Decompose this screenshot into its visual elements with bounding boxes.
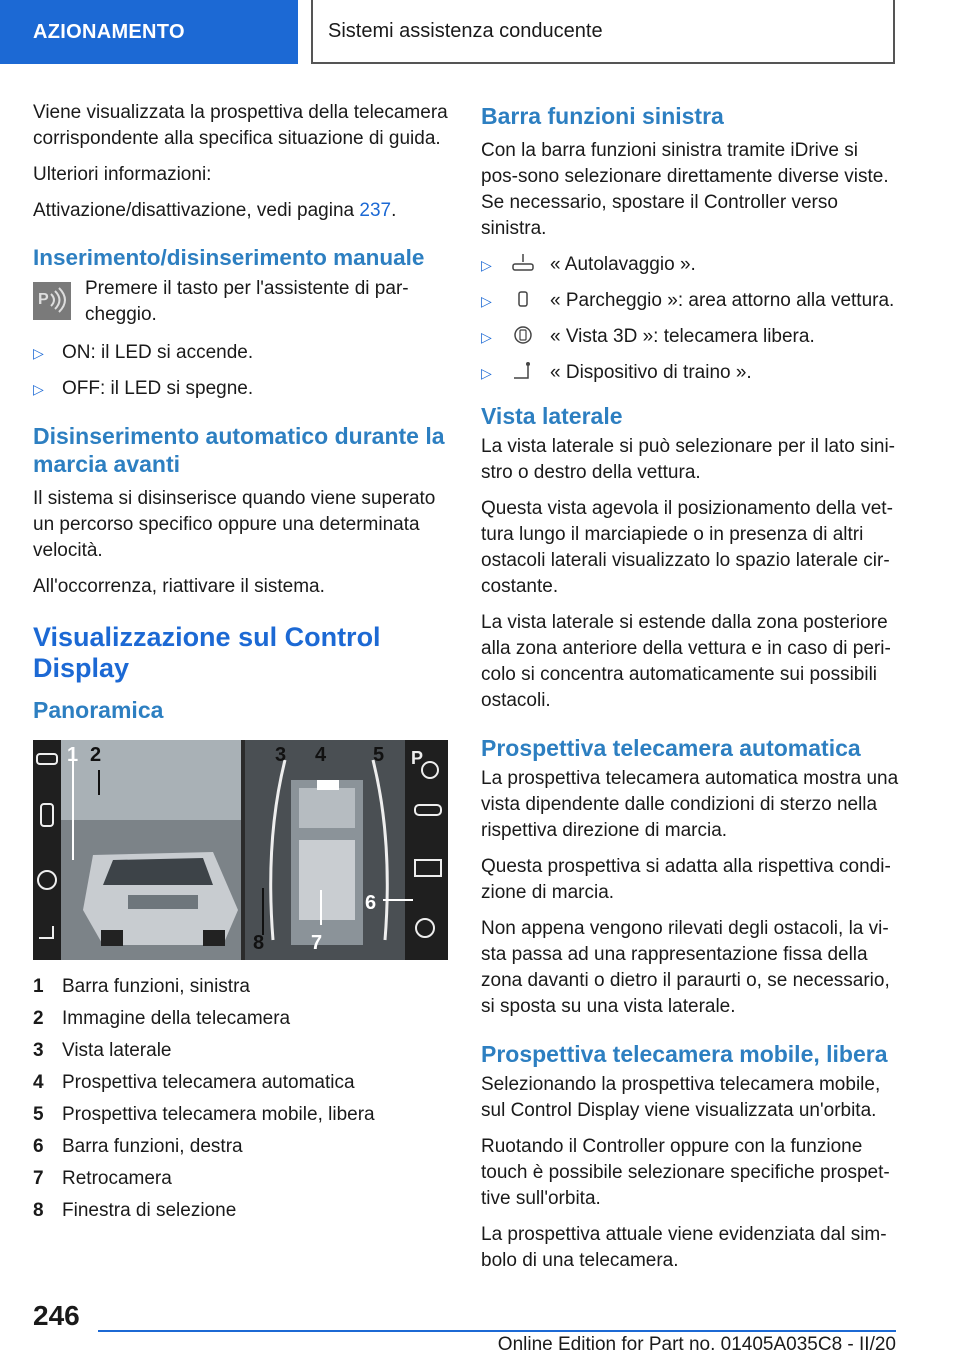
- triangle-bullet-icon: ▷: [33, 381, 44, 397]
- paragraph: Il sistema si disinserisce quando viene superato un percorso specifico oppure una determinata velocità.: [33, 488, 436, 561]
- figure-legend: [33, 974, 451, 1224]
- triangle-bullet-icon: ▷: [33, 345, 44, 361]
- parking-icon: [510, 288, 536, 310]
- paragraph: La prospettiva telecamera automatica mostra una vista dipendente dalle condizioni di sterzo nella rispettiva direzione di marcia.: [481, 768, 899, 841]
- paragraph: Ruotando il Controller oppure con la funzione touch è possibile selezionare specifiche prospet-tive sull'orbita.: [481, 1136, 890, 1209]
- heading-panoramica: Panoramica: [33, 697, 164, 723]
- legend-item: 7 Retrocamera: [33, 1168, 172, 1189]
- paragraph: Questa prospettiva si adatta alla rispettiva condi-zione di marcia.: [481, 856, 891, 903]
- heading-prospettiva-automatica: Prospettiva telecamera automatica: [481, 735, 861, 761]
- tow-hitch-icon: [510, 360, 536, 382]
- park-assist-button-icon: [33, 282, 71, 320]
- legend-item: 2 Immagine della telecamera: [33, 1008, 291, 1029]
- figure-label: 3: [275, 744, 287, 766]
- paragraph: La prospettiva attuale viene evidenziata dal sim-bolo di una telecamera.: [481, 1224, 887, 1271]
- paragraph: Attivazione/disattivazione, vedi pagina 237.: [33, 200, 397, 221]
- view-3d-icon: [510, 324, 536, 346]
- control-display-figure: [33, 740, 448, 960]
- list-item: ▷ « Autolavaggio ».: [481, 252, 899, 278]
- right-column: [481, 100, 899, 1284]
- legend-item: 1 Barra funzioni, sinistra: [33, 976, 250, 997]
- manual-text: Premere il tasto per l'assistente di par-cheggio.: [85, 278, 409, 325]
- triangle-bullet-icon: ▷: [481, 293, 492, 309]
- page-link[interactable]: 237: [359, 200, 392, 221]
- triangle-bullet-icon: ▷: [481, 329, 492, 345]
- heading-auto-off: Disinserimento automatico durante la marcia avanti: [33, 423, 445, 477]
- paragraph: La vista laterale si estende dalla zona posteriore alla zona anteriore della vettura e in caso di peri-colo si concentra automaticamente sui possibili ostacoli.: [481, 612, 891, 711]
- figure-label: 6: [365, 892, 377, 914]
- heading-manual: Inserimento/disinserimento manuale: [33, 245, 425, 270]
- paragraph: Ulteriori informazioni:: [33, 164, 212, 185]
- edition-note: Online Edition for Part no. 01405A035C8 - II/20: [497, 1334, 896, 1355]
- legend-item: 5 Prospettiva telecamera mobile, libera: [33, 1104, 375, 1125]
- parking-button-instruction: [33, 280, 451, 328]
- figure-label: 4: [315, 744, 327, 766]
- paragraph: Selezionando la prospettiva telecamera mobile, sul Control Display viene visualizzata un'orbita.: [481, 1074, 881, 1121]
- figure-label: 7: [311, 932, 323, 954]
- paragraph: Questa vista agevola il posizionamento della vet-tura lungo il marciapiede o in presenza di altri ostacoli laterali visualizzato lo spazio laterale cir-costante.: [481, 498, 893, 597]
- car-wash-icon: [510, 252, 536, 274]
- heading-prospettiva-mobile: Prospettiva telecamera mobile, libera: [481, 1041, 888, 1067]
- figure-label: 2: [90, 744, 102, 766]
- list-item: ▷ OFF: il LED si spegne.: [33, 376, 451, 402]
- heading-barra: Barra funzioni sinistra: [481, 103, 724, 129]
- figure-label: 5: [373, 744, 385, 766]
- section-tab: AZIONAMENTO: [0, 0, 298, 64]
- list-item: ▷ ON: il LED si accende.: [33, 340, 451, 366]
- left-column: [33, 100, 451, 1230]
- paragraph: Viene visualizzata la prospettiva della telecamera corrispondente alla specifica situazione di guida.: [33, 102, 448, 149]
- heading-vista-laterale: Vista laterale: [481, 403, 623, 429]
- list-item: ▷ « Parcheggio »: area attorno alla vettura.: [481, 288, 899, 314]
- figure-label: 1: [67, 744, 79, 766]
- chapter-title: Sistemi assistenza conducente: [311, 0, 895, 64]
- heading-control-display: Visualizzazione sul Control Display: [33, 622, 381, 683]
- paragraph: Con la barra funzioni sinistra tramite iDrive si pos-sono selezionare direttamente diverse viste. Se necessario, spostare il Controller verso sinistra.: [481, 140, 889, 239]
- svg-text:P: P: [411, 748, 424, 768]
- triangle-bullet-icon: ▷: [481, 365, 492, 381]
- svg-text:P: P: [38, 291, 49, 308]
- legend-item: 8 Finestra di selezione: [33, 1200, 237, 1221]
- list-item: ▷ « Dispositivo di traino ».: [481, 360, 899, 386]
- paragraph: All'occorrenza, riattivare il sistema.: [33, 576, 325, 597]
- paragraph: La vista laterale si può selezionare per il lato sini-stro o destro della vettura.: [481, 436, 895, 483]
- list-item: ▷ « Vista 3D »: telecamera libera.: [481, 324, 899, 350]
- legend-item: 3 Vista laterale: [33, 1040, 172, 1061]
- paragraph: Non appena vengono rilevati degli ostacoli, la vi-sta passa ad una rappresentazione fissa della zona davanti o dietro il paraurti o, se necessario, si sposta su una vista laterale.: [481, 918, 890, 1017]
- triangle-bullet-icon: ▷: [481, 257, 492, 273]
- footer-divider: [98, 1330, 896, 1332]
- legend-item: 6 Barra funzioni, destra: [33, 1136, 243, 1157]
- page-number: 246: [33, 1300, 80, 1331]
- legend-item: 4 Prospettiva telecamera automatica: [33, 1072, 355, 1093]
- figure-label: 8: [253, 932, 265, 954]
